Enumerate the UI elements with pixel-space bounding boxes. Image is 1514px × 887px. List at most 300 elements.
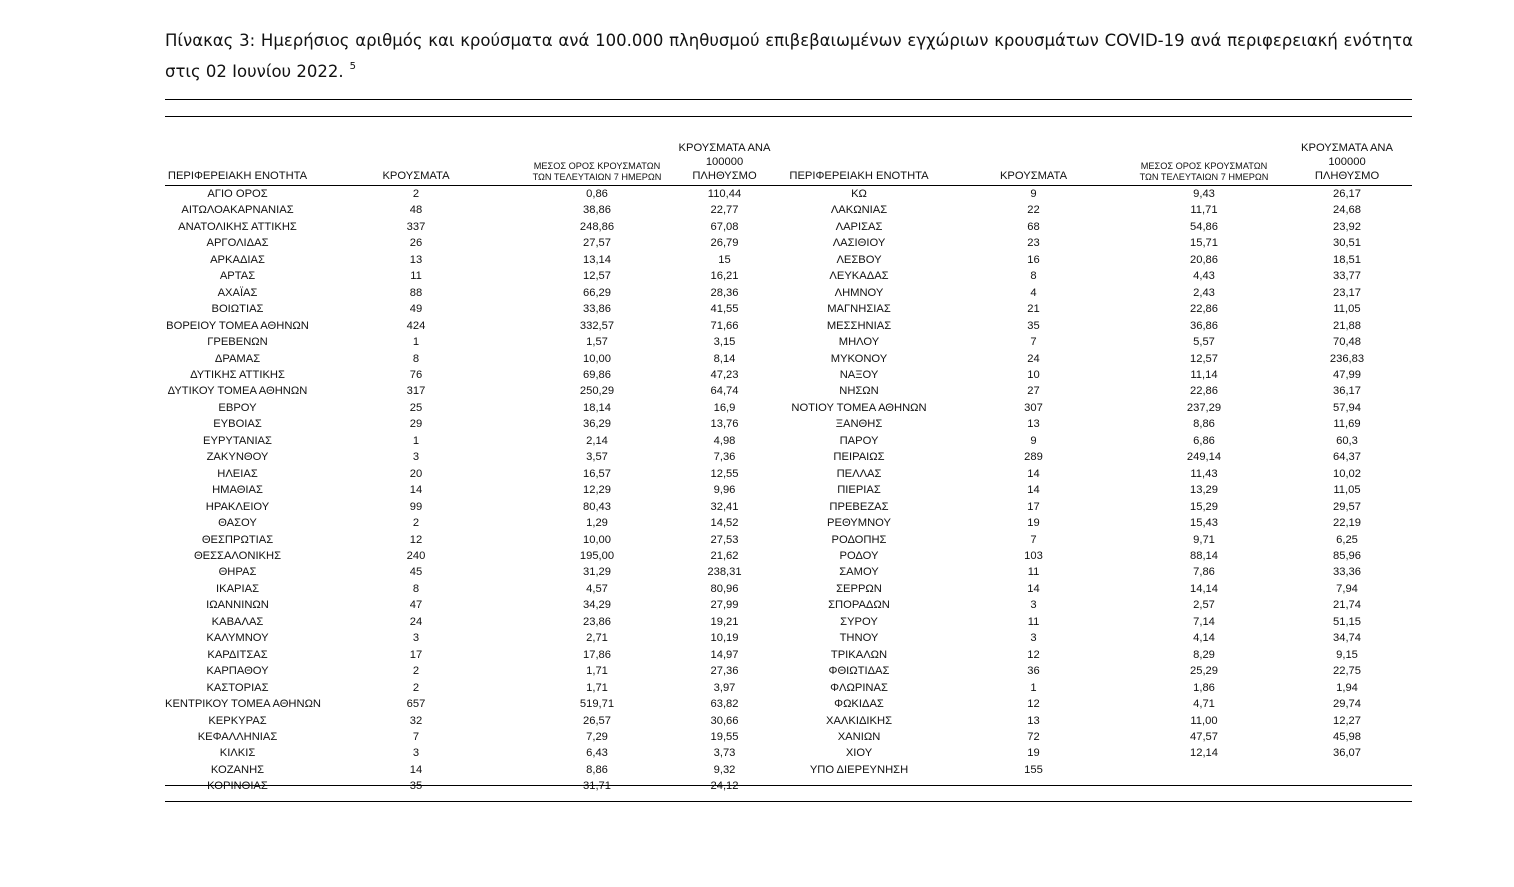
left-avg7-cell: 34,29 [583,599,611,612]
right-per100k-cell [1282,778,1412,794]
right-region-cell: ΚΩ [851,188,867,200]
table-row [165,515,1412,531]
right-avg7-cell: 12,57 [1190,352,1218,365]
left-region-cell: ΔΥΤΙΚΟΥ ΤΟΜΕΑ ΑΘΗΝΩΝ [167,385,308,398]
right-cases-cell: 11 [1027,615,1040,628]
right-region-cell: ΥΠΟ ΔΙΕΡΕΥΝΗΣΗ [809,763,909,776]
right-avg7-cell [1126,762,1282,778]
right-per100k-cell: 47,99 [1333,368,1361,381]
right-per100k-cell: 11,05 [1333,303,1361,316]
left-per100k-cell: 24,12 [710,780,739,793]
table-header-row [165,141,1412,186]
table-row [165,597,1412,613]
table-row [165,614,1412,630]
header-region-left: ΠΕΡΙΦΕΡΕΙΑΚΗ ΕΝΟΤΗΤΑ [165,141,310,186]
right-cases-cell: 10 [1027,368,1040,381]
right-cases-cell: 289 [1024,451,1043,464]
left-cases-cell: 29 [409,418,423,431]
table-row [165,696,1412,712]
right-avg7-cell: 14,14 [1190,582,1218,595]
right-region-cell: ΣΠΟΡΑΔΩΝ [828,599,890,612]
left-cases-cell: 657 [406,698,426,711]
right-region-cell: ΜΑΓΝΗΣΙΑΣ [827,303,891,316]
right-avg7-cell: 2,43 [1193,286,1215,299]
header-avg7-left [522,141,672,186]
left-per100k-cell: 64,74 [710,385,739,398]
right-avg7-cell: 54,86 [1190,220,1218,233]
header-region-right: ΠΕΡΙΦΕΡΕΙΑΚΗ ΕΝΟΤΗΤΑ [777,141,941,186]
right-avg7-cell: 9,71 [1193,533,1215,546]
left-per100k-cell: 19,55 [710,730,739,743]
left-region-cell: ΔΥΤΙΚΗΣ ΑΤΤΙΚΗΣ [190,368,285,381]
left-region-cell: ΑΙΤΩΛΟΑΚΑΡΝΑΝΙΑΣ [181,204,294,217]
left-per100k-cell: 14,52 [710,517,739,530]
left-cases-cell: 14 [409,484,423,497]
right-region-cell: ΛΗΜΝΟΥ [834,286,884,299]
right-cases-cell: 35 [1027,319,1040,332]
left-region-cell: ΘΕΣΣΑΛΟΝΙΚΗΣ [193,549,282,562]
left-per100k-cell: 9,32 [713,763,736,776]
left-avg7-cell: 26,57 [583,714,611,727]
header-cases-right: ΚΡΟΥΣΜΑΤΑ [941,141,1126,186]
right-avg7-cell: 36,86 [1190,319,1218,332]
header-avg7-line1: ΜΕΣΟΣ ΟΡΟΣ ΚΡΟΥΣΜΑΤΩΝ [1140,161,1268,171]
left-avg7-cell: 10,00 [583,533,611,546]
right-region-cell: ΞΑΝΘΗΣ [835,418,883,431]
right-region-cell: ΠΡΕΒΕΖΑΣ [829,500,889,513]
table-row [165,778,1412,794]
left-cases-cell: 13 [409,253,423,266]
left-per100k-cell: 28,36 [710,286,739,299]
left-per100k-cell: 41,55 [710,303,739,316]
right-per100k-cell: 6,25 [1336,533,1358,546]
left-per100k-cell: 21,62 [710,549,739,562]
left-avg7-cell: 0,86 [586,188,608,200]
left-cases-cell: 424 [406,319,426,332]
right-avg7-cell: 11,43 [1190,467,1218,480]
right-cases-cell: 307 [1024,401,1043,414]
table-row [165,630,1412,646]
right-per100k-cell: 57,94 [1333,401,1361,414]
right-per100k-cell: 11,69 [1333,418,1361,431]
right-cases-cell: 19 [1027,747,1040,760]
right-per100k-cell: 26,17 [1333,188,1361,200]
left-avg7-cell: 31,29 [583,566,611,579]
left-region-cell: ΙΚΑΡΙΑΣ [216,582,259,595]
bottom-rule [165,785,1412,786]
right-cases-cell: 9 [1030,434,1037,447]
left-cases-cell: 3 [412,632,420,645]
left-avg7-cell: 7,29 [586,730,608,743]
right-cases-cell: 68 [1027,220,1040,233]
right-cases-cell: 11 [1027,566,1040,579]
right-avg7-cell: 88,14 [1190,549,1218,562]
header-avg7-right [1126,141,1282,186]
right-region-cell: ΜΕΣΣΗΝΙΑΣ [826,319,892,332]
right-avg7-cell: 7,86 [1193,566,1215,579]
header-per100k-line2: ΠΛΗΘΥΣΜΟ [1314,170,1380,182]
table-row [165,383,1412,399]
left-cases-cell: 11 [410,270,422,283]
left-per100k-cell: 27,99 [710,599,739,612]
right-cases-cell: 3 [1030,599,1037,612]
right-region-cell: ΦΩΚΙΔΑΣ [834,698,884,711]
right-region-cell: ΛΑΡΙΣΑΣ [835,220,883,233]
table-row [165,318,1412,334]
right-region-cell: ΦΛΩΡΙΝΑΣ [830,681,888,694]
right-cases-cell: 36 [1027,665,1040,678]
right-avg7-cell: 237,29 [1186,401,1222,414]
left-avg7-cell: 36,29 [583,418,611,431]
left-avg7-cell: 38,86 [583,204,611,217]
left-region-cell: ΚΕΝΤΡΙΚΟΥ ΤΟΜΕΑ ΑΘΗΝΩΝ [165,698,322,711]
left-avg7-cell: 17,86 [583,648,611,661]
right-avg7-cell: 1,86 [1193,681,1215,694]
right-avg7-cell: 2,57 [1193,599,1215,612]
left-avg7-cell: 69,86 [583,368,611,381]
left-per100k-cell: 9,96 [713,484,736,497]
right-region-cell: ΡΟΔΟΥ [839,549,879,562]
caption-text: Πίνακας 3: Ημερήσιος αριθμός και κρούσματα ανά 100.000 πληθυσμού επιβεβαιωμένων εγχώριων κρουσμάτων COVID-19 ανά περιφερειακή ενότητα στις 02 Ιουνίου 2022. [165,31,1413,81]
right-per100k-cell: 85,96 [1333,549,1361,562]
left-avg7-cell: 33,86 [583,303,611,316]
left-region-cell: ΔΡΑΜΑΣ [214,352,261,365]
right-per100k-cell: 236,83 [1329,352,1365,365]
left-cases-cell: 14 [409,763,423,776]
right-avg7-cell: 22,86 [1190,303,1218,316]
table-row [165,219,1412,235]
left-cases-cell: 2 [412,681,420,694]
right-cases-cell: 72 [1027,730,1040,743]
right-cases-cell: 19 [1027,517,1040,530]
left-region-cell: ΑΡΤΑΣ [219,270,256,283]
table-end-rule [165,801,1412,802]
left-avg7-cell: 1,71 [586,681,608,694]
left-region-cell: ΚΙΛΚΙΣ [219,747,256,760]
left-region-cell: ΚΑΣΤΟΡΙΑΣ [206,681,269,694]
right-region-cell: ΧΙΟΥ [845,747,873,760]
right-per100k-cell: 23,17 [1333,286,1361,299]
right-per100k-cell: 21,88 [1333,319,1361,332]
right-avg7-cell: 11,71 [1190,204,1218,217]
left-cases-cell: 240 [406,549,426,562]
left-region-cell: ΑΓΙΟ ΟΡΟΣ [207,188,268,200]
right-avg7-cell: 6,86 [1193,434,1215,447]
right-avg7-cell: 11,14 [1190,368,1218,381]
header-per100k-line1: ΚΡΟΥΣΜΑΤΑ ΑΝΑ 100000 [678,142,771,168]
table-row [165,647,1412,663]
right-avg7-cell: 4,43 [1193,270,1215,283]
right-avg7-cell [1126,778,1282,794]
table-row [165,449,1412,465]
table-row [165,235,1412,251]
right-per100k-cell: 9,15 [1336,648,1358,661]
right-region-cell: ΝΑΞΟΥ [839,368,879,381]
right-region-cell: ΠΙΕΡΙΑΣ [837,484,881,497]
left-per100k-cell: 10,19 [710,632,739,645]
left-region-cell: ΙΩΑΝΝΙΝΩΝ [206,599,269,612]
table-row [165,186,1412,203]
header-top-rule [165,116,1412,117]
right-cases-cell: 27 [1027,385,1040,398]
left-per100k-cell: 47,23 [710,368,739,381]
right-avg7-cell: 22,86 [1190,385,1218,398]
right-cases-cell: 155 [1024,763,1043,776]
right-avg7-cell: 249,14 [1186,451,1222,464]
right-cases-cell: 22 [1027,204,1040,217]
left-cases-cell: 49 [409,303,423,316]
right-cases-cell: 9 [1030,188,1037,200]
right-avg7-cell: 11,00 [1190,714,1218,727]
left-avg7-cell: 16,57 [583,467,611,480]
left-avg7-cell: 1,71 [586,665,608,678]
left-cases-cell: 7 [412,730,420,743]
table-row [165,729,1412,745]
right-cases-cell: 103 [1024,549,1043,562]
right-per100k-cell: 7,94 [1336,582,1358,595]
left-per100k-cell: 7,36 [713,451,736,464]
right-cases-cell: 24 [1027,352,1040,365]
right-avg7-cell: 4,71 [1193,698,1215,711]
table-row [165,400,1412,416]
left-avg7-cell: 23,86 [583,615,611,628]
right-avg7-cell: 25,29 [1190,665,1218,678]
header-cases-left: ΚΡΟΥΣΜΑΤΑ [310,141,522,186]
left-avg7-cell: 250,29 [579,385,615,398]
left-per100k-cell: 14,97 [710,648,739,661]
left-per100k-cell: 30,66 [710,714,739,727]
left-cases-cell: 76 [409,368,423,381]
left-cases-cell: 25 [409,401,423,414]
left-region-cell: ΘΑΣΟΥ [218,517,257,530]
right-region-cell: ΝΗΣΩΝ [839,385,879,398]
table-row [165,416,1412,432]
right-cases-cell: 12 [1027,648,1040,661]
left-per100k-cell: 110,44 [707,188,742,200]
right-cases-cell: 13 [1027,714,1040,727]
header-avg7-line2: ΤΩΝ ΤΕΛΕΥΤΑΙΩΝ 7 ΗΜΕΡΩΝ [1139,172,1269,182]
right-cases-cell: 21 [1027,303,1040,316]
left-avg7-cell: 10,00 [583,352,611,365]
right-region-cell: ΜΥΚΟΝΟΥ [830,352,888,365]
left-avg7-cell: 519,71 [579,698,615,711]
left-per100k-cell: 16,21 [710,270,739,283]
top-rule [165,99,1412,100]
left-region-cell: ΒΟΡΕΙΟΥ ΤΟΜΕΑ ΑΘΗΝΩΝ [166,319,309,332]
right-per100k-cell: 34,74 [1333,632,1361,645]
right-region-cell: ΜΗΛΟΥ [838,336,880,349]
left-cases-cell: 24 [409,615,423,628]
right-region-cell: ΣΕΡΡΩΝ [836,582,882,595]
right-region-cell: ΤΗΝΟΥ [839,632,879,645]
left-per100k-cell: 67,08 [710,220,739,233]
table-caption [165,28,1413,85]
left-region-cell: ΗΛΕΙΑΣ [217,467,258,480]
left-avg7-cell: 8,86 [586,763,608,776]
right-region-cell: ΧΑΝΙΩΝ [837,730,881,743]
left-avg7-cell: 6,43 [586,747,608,760]
right-avg7-cell: 20,86 [1190,253,1218,266]
table-row [165,548,1412,564]
left-cases-cell: 17 [409,648,423,661]
right-region-cell [777,778,941,794]
right-per100k-cell: 22,19 [1333,517,1361,530]
header-per100k-line1: ΚΡΟΥΣΜΑΤΑ ΑΝΑ 100000 [1301,142,1393,168]
right-avg7-cell: 13,29 [1190,484,1218,497]
left-cases-cell: 2 [412,517,420,530]
right-per100k-cell: 10,02 [1333,467,1361,480]
left-cases-cell: 337 [406,220,426,233]
table-row [165,301,1412,317]
table-row [165,499,1412,515]
left-cases-cell: 2 [412,188,420,200]
left-region-cell: ΚΕΡΚΥΡΑΣ [208,714,267,727]
table-row [165,745,1412,761]
left-cases-cell: 8 [412,582,420,595]
right-per100k-cell: 29,74 [1333,698,1361,711]
right-per100k-cell: 60,3 [1336,434,1358,447]
left-cases-cell: 3 [412,451,420,464]
right-avg7-cell: 15,29 [1190,500,1218,513]
table-row [165,334,1412,350]
right-region-cell: ΛΑΣΙΘΙΟΥ [832,237,886,250]
left-per100k-cell: 22,77 [710,204,739,217]
left-per100k-cell: 3,73 [713,747,736,760]
right-cases-cell: 7 [1030,533,1037,546]
table-row [165,713,1412,729]
right-per100k-cell: 29,57 [1333,500,1361,513]
left-per100k-cell: 12,55 [710,467,739,480]
right-cases-cell: 23 [1027,237,1040,250]
left-avg7-cell: 80,43 [583,500,611,513]
table-row [165,762,1412,778]
right-per100k-cell: 45,98 [1333,730,1361,743]
left-per100k-cell: 3,97 [713,681,736,694]
left-region-cell: ΕΥΒΟΙΑΣ [213,418,262,431]
table-row [165,268,1412,284]
left-region-cell: ΕΥΡΥΤΑΝΙΑΣ [203,434,272,447]
left-region-cell: ΑΡΓΟΛΙΔΑΣ [206,237,269,250]
left-avg7-cell: 12,29 [583,484,611,497]
left-per100k-cell: 80,96 [710,582,739,595]
left-cases-cell: 317 [406,385,426,398]
right-per100k-cell: 12,27 [1333,714,1361,727]
right-region-cell: ΛΕΥΚΑΔΑΣ [829,270,889,283]
left-region-cell: ΑΧΑΪΑΣ [217,286,258,299]
right-region-cell: ΛΑΚΩΝΙΑΣ [830,204,888,217]
left-per100k-cell: 19,21 [710,615,739,628]
right-avg7-cell: 15,71 [1190,237,1218,250]
left-region-cell: ΕΒΡΟΥ [218,401,257,414]
left-per100k-cell: 32,41 [710,500,739,513]
left-cases-cell: 48 [409,204,423,217]
table-row [165,202,1412,218]
left-per100k-cell: 3,15 [713,336,736,349]
right-per100k-cell: 11,05 [1333,484,1361,497]
right-per100k-cell: 23,92 [1333,220,1361,233]
left-per100k-cell: 27,53 [710,533,739,546]
right-cases-cell: 8 [1030,270,1037,283]
right-cases-cell: 4 [1030,286,1037,299]
right-region-cell: ΦΘΙΩΤΙΔΑΣ [828,665,890,678]
right-region-cell: ΣΥΡΟΥ [840,615,878,628]
table-row [165,252,1412,268]
right-region-cell: ΤΡΙΚΑΛΩΝ [830,648,888,661]
left-region-cell: ΚΟΡΙΝΘΙΑΣ [207,780,268,793]
right-avg7-cell: 9,43 [1193,188,1215,200]
right-cases-cell [941,778,1126,794]
left-per100k-cell: 27,36 [710,665,739,678]
right-avg7-cell: 15,43 [1190,517,1218,530]
right-cases-cell: 13 [1027,418,1040,431]
left-per100k-cell: 26,79 [710,237,739,250]
right-per100k-cell: 33,77 [1333,270,1361,283]
table-row [165,663,1412,679]
right-per100k-cell [1282,762,1412,778]
left-per100k-cell: 71,66 [710,319,739,332]
left-per100k-cell: 15 [718,253,731,266]
right-per100k-cell: 24,68 [1333,204,1361,217]
table-row [165,482,1412,498]
left-avg7-cell: 1,57 [586,336,608,349]
left-region-cell: ΗΡΑΚΛΕΙΟΥ [205,500,270,513]
left-cases-cell: 8 [412,352,420,365]
left-region-cell: ΚΑΡΔΙΤΣΑΣ [207,648,268,661]
left-cases-cell: 45 [409,566,423,579]
right-avg7-cell: 4,14 [1193,632,1215,645]
right-per100k-cell: 51,15 [1333,615,1361,628]
left-cases-cell: 99 [409,500,423,513]
left-per100k-cell: 4,98 [713,434,736,447]
left-avg7-cell: 12,57 [583,270,611,283]
right-cases-cell: 17 [1027,500,1040,513]
right-per100k-cell: 21,74 [1333,599,1361,612]
left-cases-cell: 47 [409,599,423,612]
left-region-cell: ΒΟΙΩΤΙΑΣ [211,303,264,316]
right-region-cell: ΛΕΣΒΟΥ [836,253,882,266]
left-region-cell: ΚΕΦΑΛΛΗΝΙΑΣ [197,730,278,743]
table-row [165,532,1412,548]
right-cases-cell: 14 [1027,467,1040,480]
left-avg7-cell: 3,57 [586,451,608,464]
right-per100k-cell: 36,17 [1333,385,1361,398]
right-avg7-cell: 8,29 [1193,648,1215,661]
right-region-cell: ΣΑΜΟΥ [839,566,879,579]
table-row [165,367,1412,383]
table-row [165,581,1412,597]
left-region-cell: ΖΑΚΥΝΘΟΥ [206,451,269,464]
right-region-cell: ΝΟΤΙΟΥ ΤΟΜΕΑ ΑΘΗΝΩΝ [791,401,927,414]
table-body [165,186,1412,795]
footnote-marker: 5 [349,61,356,72]
left-per100k-cell: 63,82 [710,698,739,711]
left-cases-cell: 20 [409,467,423,480]
header-per100k-line2: ΠΛΗΘΥΣΜΟ [692,170,757,182]
right-region-cell: ΡΕΘΥΜΝΟΥ [827,517,891,530]
right-region-cell: ΡΟΔΟΠΗΣ [831,533,887,546]
left-region-cell: ΘΗΡΑΣ [218,566,257,579]
right-region-cell: ΠΕΙΡΑΙΩΣ [833,451,885,464]
covid-cases-table [165,141,1412,795]
table-row [165,466,1412,482]
left-cases-cell: 32 [409,714,423,727]
right-cases-cell: 14 [1027,484,1040,497]
right-cases-cell: 1 [1030,681,1037,694]
right-cases-cell: 3 [1030,632,1037,645]
right-cases-cell: 16 [1027,253,1040,266]
left-cases-cell: 3 [412,747,420,760]
right-avg7-cell: 8,86 [1193,418,1215,431]
